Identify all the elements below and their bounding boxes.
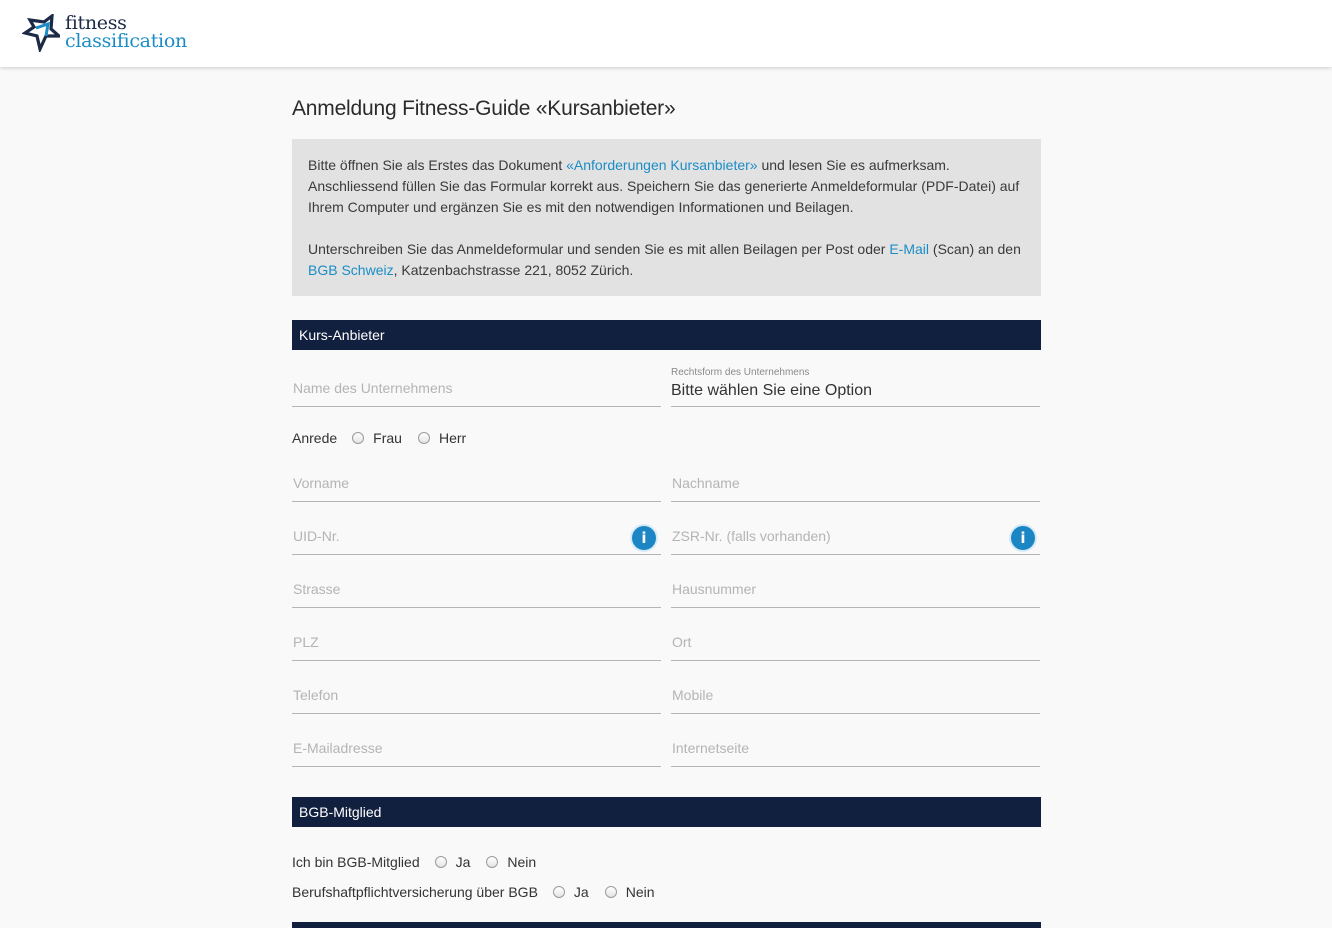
info-text: und lesen Sie es aufmerksam. Anschliessend füllen Sie das Formular korrekt aus. Speichern Sie das generierte Anmeldeformular (PDF-Datei) auf Ihrem Computer und ergänzen Sie es mit den notwendigen Informationen und Beilagen.	[308, 157, 1020, 215]
uid-number-field[interactable]	[292, 515, 661, 555]
radio-circle[interactable]	[435, 856, 447, 868]
first-name-field[interactable]	[292, 462, 661, 502]
radio-label: Nein	[625, 884, 655, 900]
house-number-field[interactable]	[671, 568, 1040, 608]
house-number-placeholder: Hausnummer	[672, 581, 757, 597]
city-field[interactable]	[671, 621, 1040, 661]
bgb-member-option-ja[interactable]	[435, 854, 471, 870]
zsr-number-placeholder: ZSR-Nr. (falls vorhanden)	[672, 528, 831, 544]
radio-label: Frau	[373, 430, 402, 446]
company-name-placeholder: Name des Unternehmens	[293, 380, 453, 396]
bgb-member-group	[292, 854, 552, 870]
bgb-member-option-nein[interactable]	[486, 854, 536, 870]
section-header-next	[292, 922, 1041, 928]
mobile-field[interactable]	[671, 674, 1040, 714]
logo-line-1: fitness	[65, 12, 127, 34]
section-header-bgb-mitglied: BGB-Mitglied	[292, 797, 1041, 827]
info-text: , Katzenbachstrasse 221, 8052 Zürich.	[393, 262, 634, 278]
bgb-schweiz-link[interactable]: BGB Schweiz	[308, 262, 394, 278]
postal-code-field[interactable]	[292, 621, 661, 661]
last-name-placeholder: Nachname	[672, 475, 740, 491]
website-placeholder: Internetseite	[672, 740, 750, 756]
website-field[interactable]	[671, 727, 1040, 767]
info-text: Bitte öffnen Sie als Erstes das Dokument	[308, 157, 567, 173]
postal-code-placeholder: PLZ	[293, 634, 319, 650]
company-name-field[interactable]	[292, 367, 661, 407]
legal-form-value: Bitte wählen Sie eine Option	[671, 382, 873, 399]
salutation-label: Anrede	[292, 430, 338, 446]
last-name-field[interactable]	[671, 462, 1040, 502]
street-placeholder: Strasse	[293, 581, 341, 597]
logo[interactable]	[22, 14, 187, 52]
info-paragraph-1	[308, 155, 1025, 218]
requirements-document-link[interactable]: «Anforderungen Kursanbieter»	[566, 157, 758, 173]
salutation-option-herr[interactable]	[418, 430, 466, 446]
uid-info-icon[interactable]: i	[632, 526, 656, 550]
first-name-placeholder: Vorname	[293, 475, 350, 491]
mobile-placeholder: Mobile	[672, 687, 714, 703]
email-field[interactable]	[292, 727, 661, 767]
zsr-info-icon[interactable]: i	[1011, 526, 1035, 550]
insurance-group	[292, 884, 671, 900]
radio-circle[interactable]	[486, 856, 498, 868]
radio-circle[interactable]	[418, 432, 430, 444]
uid-number-placeholder: UID-Nr.	[293, 528, 340, 544]
radio-label: Nein	[507, 854, 537, 870]
zsr-number-field[interactable]	[671, 515, 1040, 555]
insurance-option-ja[interactable]	[553, 884, 589, 900]
bgb-member-label: Ich bin BGB-Mitglied	[292, 854, 420, 870]
radio-circle[interactable]	[553, 886, 565, 898]
email-placeholder: E-Mailadresse	[293, 740, 383, 756]
radio-label: Herr	[438, 430, 467, 446]
info-paragraph-2	[308, 239, 1025, 281]
radio-label: Ja	[573, 884, 589, 900]
email-link[interactable]: E-Mail	[889, 241, 930, 257]
street-field[interactable]	[292, 568, 661, 608]
section-header-kurs-anbieter: Kurs-Anbieter	[292, 320, 1041, 350]
salutation-option-frau[interactable]	[352, 430, 402, 446]
page-title: Anmeldung Fitness-Guide «Kursanbieter»	[292, 97, 676, 120]
phone-placeholder: Telefon	[293, 687, 339, 703]
salutation-group	[292, 430, 482, 446]
site-header	[0, 0, 1332, 67]
insurance-label: Berufshaftpflichtversicherung über BGB	[292, 884, 538, 900]
phone-field[interactable]	[292, 674, 661, 714]
legal-form-label: Rechtsform des Unternehmens	[671, 367, 810, 378]
info-box	[292, 139, 1041, 296]
city-placeholder: Ort	[672, 634, 692, 650]
radio-circle[interactable]	[605, 886, 617, 898]
radio-label: Ja	[455, 854, 471, 870]
logo-star-icon	[22, 14, 60, 52]
radio-circle[interactable]	[352, 432, 364, 444]
info-text: (Scan) an den	[929, 241, 1021, 257]
logo-line-2: classification	[65, 30, 187, 52]
insurance-option-nein[interactable]	[605, 884, 655, 900]
legal-form-select[interactable]	[671, 367, 1040, 407]
info-text: Unterschreiben Sie das Anmeldeformular und senden Sie es mit allen Beilagen per Post oder	[308, 241, 890, 257]
logo-text	[65, 14, 187, 50]
